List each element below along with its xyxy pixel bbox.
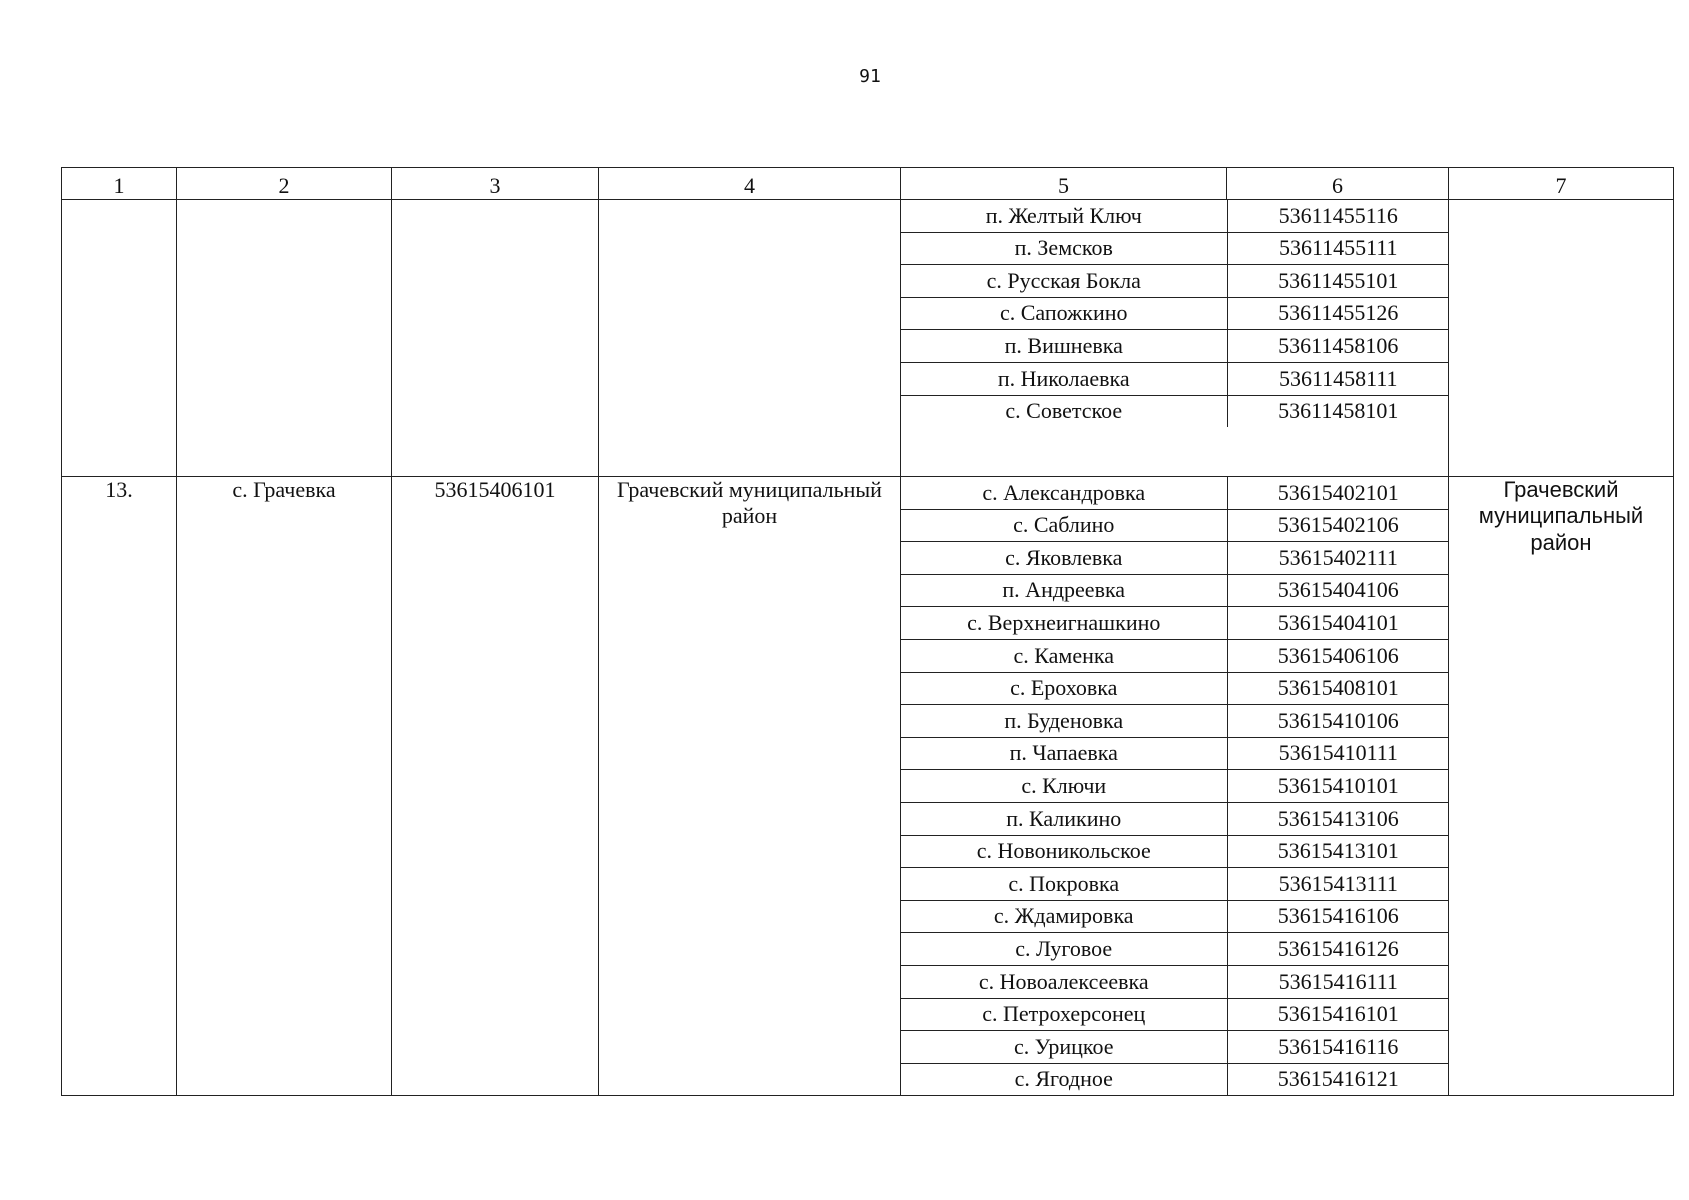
settlement-row [901, 297, 1449, 330]
table-row-continuation [62, 200, 1674, 477]
settlement-row [901, 607, 1449, 640]
cell-center-empty [177, 200, 392, 477]
header-col-7: 7 [1449, 168, 1674, 200]
settlement-code: 53615416101 [1227, 998, 1449, 1031]
settlement-name: с. Яковлевка [901, 542, 1227, 575]
settlement-code: 53611455126 [1227, 297, 1449, 330]
settlement-name: с. Сапожкино [901, 297, 1227, 330]
settlement-name: п. Андреевка [901, 574, 1227, 607]
settlement-row [901, 330, 1449, 363]
settlement-code: 53611458101 [1227, 395, 1449, 427]
cell-district-empty [599, 200, 901, 477]
cell-col7-empty [1449, 200, 1674, 477]
row-number: 13. [62, 477, 177, 1096]
settlement-code: 53615402101 [1227, 477, 1449, 509]
header-col-3: 3 [392, 168, 599, 200]
settlement-code: 53615413101 [1227, 835, 1449, 868]
settlement-code: 53615408101 [1227, 672, 1449, 705]
settlements-list-block2 [901, 477, 1449, 1096]
settlement-name: с. Покровка [901, 868, 1227, 901]
settlement-name: с. Луговое [901, 933, 1227, 966]
settlement-row [901, 672, 1449, 705]
header-col-4: 4 [599, 168, 901, 200]
settlement-name: с. Ероховка [901, 672, 1227, 705]
settlement-row [901, 362, 1449, 395]
settlement-row [901, 509, 1449, 542]
settlement-name: с. Русская Бокла [901, 265, 1227, 298]
settlement-code: 53611458111 [1227, 362, 1449, 395]
settlement-name: п. Желтый Ключ [901, 200, 1227, 232]
settlement-code: 53615404101 [1227, 607, 1449, 640]
settlement-name: п. Чапаевка [901, 737, 1227, 770]
page-number: 91 [859, 66, 881, 87]
settlement-row [901, 639, 1449, 672]
settlement-row [901, 1031, 1449, 1064]
settlement-code: 53615413106 [1227, 802, 1449, 835]
settlement-code: 53611458106 [1227, 330, 1449, 363]
cell-num-empty [62, 200, 177, 477]
settlement-row [901, 737, 1449, 770]
settlement-row [901, 200, 1449, 232]
settlement-row [901, 998, 1449, 1031]
settlement-name: п. Николаевка [901, 362, 1227, 395]
settlement-code: 53615416106 [1227, 900, 1449, 933]
settlement-name: п. Буденовка [901, 705, 1227, 738]
settlement-code: 53615416116 [1227, 1031, 1449, 1064]
settlement-name: п. Земсков [901, 232, 1227, 265]
settlement-row [901, 835, 1449, 868]
settlement-code: 53615410111 [1227, 737, 1449, 770]
settlement-name: с. Александровка [901, 477, 1227, 509]
settlement-name: с. Верхнеигнашкино [901, 607, 1227, 640]
settlement-code: 53615410106 [1227, 705, 1449, 738]
settlement-name: с. Новоалексеевка [901, 965, 1227, 998]
settlement-row [901, 770, 1449, 803]
district-name-col7: Грачевский муниципальный район [1449, 477, 1674, 1096]
settlement-row [901, 477, 1449, 509]
district-name: Грачевский муниципальный район [599, 477, 901, 1096]
settlement-code: 53615406106 [1227, 639, 1449, 672]
settlement-row [901, 542, 1449, 575]
settlement-row [901, 705, 1449, 738]
admin-center: с. Грачевка [177, 477, 392, 1096]
settlement-code: 53611455116 [1227, 200, 1449, 232]
settlements-table [61, 167, 1674, 1096]
settlement-name: с. Ждамировка [901, 900, 1227, 933]
settlement-name: с. Петрохерсонец [901, 998, 1227, 1031]
settlement-code: 53611455111 [1227, 232, 1449, 265]
settlement-row [901, 965, 1449, 998]
settlement-code: 53615416126 [1227, 933, 1449, 966]
settlements-subtable [901, 477, 1449, 1095]
settlement-row [901, 868, 1449, 901]
settlements-list-block1 [901, 200, 1449, 477]
settlement-name: п. Вишневка [901, 330, 1227, 363]
header-row [62, 168, 1674, 200]
settlement-code: 53615402111 [1227, 542, 1449, 575]
settlement-code: 53615416111 [1227, 965, 1449, 998]
header-col-1: 1 [62, 168, 177, 200]
settlement-row [901, 802, 1449, 835]
settlement-code: 53615413111 [1227, 868, 1449, 901]
header-col-5: 5 [901, 168, 1227, 200]
settlement-name: с. Советское [1005, 398, 1123, 424]
settlement-row [901, 1063, 1449, 1095]
settlement-row [901, 900, 1449, 933]
cell-center-code-empty [392, 200, 599, 477]
settlement-name: с. Ягодное [1014, 1066, 1113, 1092]
settlement-name: с. Урицкое [901, 1031, 1227, 1064]
settlement-name: п. Каликино [901, 802, 1227, 835]
admin-center-code: 53615406101 [392, 477, 599, 1096]
settlement-code: 53611455101 [1227, 265, 1449, 298]
header-col-6: 6 [1227, 168, 1449, 200]
header-col-2: 2 [177, 168, 392, 200]
settlement-row [901, 232, 1449, 265]
settlement-code: 53615404106 [1227, 574, 1449, 607]
settlement-name: с. Новоникольское [901, 835, 1227, 868]
table-row-13 [62, 477, 1674, 1096]
settlement-code: 53615410101 [1227, 770, 1449, 803]
settlement-name: с. Ключи [901, 770, 1227, 803]
settlement-code: 53615416121 [1227, 1063, 1449, 1095]
settlement-row [901, 395, 1449, 427]
settlement-row [901, 933, 1449, 966]
settlements-subtable [901, 200, 1449, 427]
settlement-name: с. Каменка [901, 639, 1227, 672]
settlement-row [901, 574, 1449, 607]
settlement-code: 53615402106 [1227, 509, 1449, 542]
settlement-name: с. Саблино [901, 509, 1227, 542]
settlement-row [901, 265, 1449, 298]
